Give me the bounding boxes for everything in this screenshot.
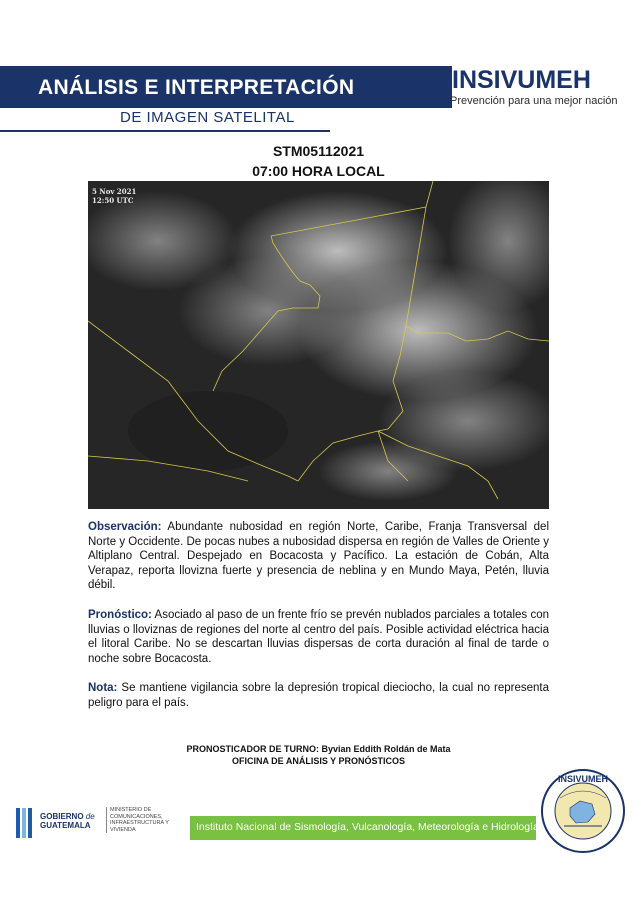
page-title: ANÁLISIS E INTERPRETACIÓN [38,76,355,99]
report-time: 07:00 HORA LOCAL [252,163,385,179]
ministry-name: MINISTERIO DE COMUNICACIONES, INFRAESTRUCTURA Y VIVIENDA [106,807,172,833]
satellite-image-render [88,181,549,509]
subtitle-rule [0,130,330,132]
office-name: OFICINA DE ANÁLISIS Y PRONÓSTICOS [231,756,406,766]
satellite-time: 12:50 UTC [92,196,134,205]
government-name: GOBIERNO de GUATEMALA [40,812,95,830]
satellite-date: 5 Nov 2021 [92,187,137,196]
note-label: Nota: [88,682,118,694]
forecast-paragraph [88,608,549,666]
brand-logo: INSIVUMEH [452,66,591,94]
satellite-timestamp [92,187,136,205]
report-code: STM05112021 [272,143,365,159]
note-paragraph [88,681,549,710]
page-subtitle: DE IMAGEN SATELITAL [120,109,295,126]
note-text: Se mantiene vigilancia sobre la depresión tropical dieciocho, la cual no representa peligro para el país. [88,682,549,709]
satellite-image [88,181,549,509]
forecast-label: Pronóstico: [88,609,152,621]
observation-label: Observación: [88,521,162,533]
institute-name: Instituto Nacional de Sismología, Vulcanología, Meteorología e Hidrología [196,821,539,833]
observation-paragraph [88,520,549,593]
forecaster-on-duty: PRONOSTICADOR DE TURNO: Byvian Eddith Roldán de Mata [186,744,451,754]
forecast-text: Asociado al paso de un frente frío se prevén nublados parciales a totales con lluvias o lloviznas de regiones del norte al centro del país. Posible actividad eléctrica hacia el litoral Caribe. No se descartan lluvias dispersas de corta duración al final de tarde o noche sobre Bocacosta. [88,609,549,665]
brand-tagline: Prevención para una mejor nación [450,95,618,107]
insivumeh-seal [540,768,626,854]
seal-text: INSIVUMEH [557,774,609,784]
observation-text: Abundante nubosidad en región Norte, Caribe, Franja Transversal del Norte y Occidente. De pocas nubes a nubosidad dispersa en región de Valles de Oriente y Altiplano Central. Despejado en Bocacosta y Pacífico. La estación de Cobán, Alta Verapaz, reporta llovizna fuerte y presencia de neblina y en Mundo Maya, Petén, lluvia débil. [88,521,549,591]
